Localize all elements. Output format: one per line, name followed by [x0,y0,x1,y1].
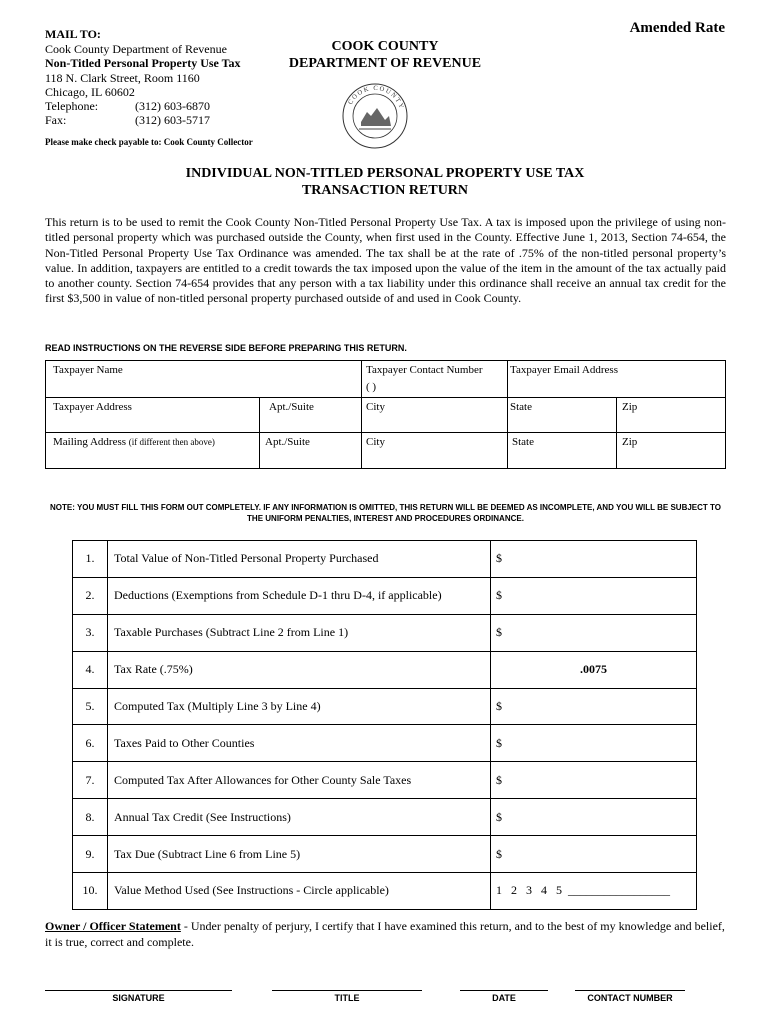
line-number: 7. [73,762,108,799]
line-amount-field[interactable]: $ [491,836,697,873]
date-label: DATE [492,993,516,1003]
intro-paragraph: This return is to be used to remit the Cook County Non-Titled Personal Property Use Tax. A tax is imposed upon the privilege of using non-titled personal property which was purchased outside the County, when first used in the County. Effective June 1, 2013, Section 74-654, the Non-Titled Personal Property Use Tax Ordinance was amended. The tax shall be at the rate of .75% of the non-titled personal property’s value. In addition, taxpayers are entitled to a credit towards the tax imposed upon the value of the item in the amount of the tax actually paid to another county. Section 74-654 provides that any person with a tax liability under this ordinance shall receive an annual tax credit for the first $3,500 in value of non-titled personal property purchased outside of and used in Cook County. [45,215,726,306]
mailing-address-note: (if different then above) [128,437,215,447]
mailing-apt-suite-field[interactable]: Apt./Suite [265,436,310,448]
tax-calculation-table [72,540,697,910]
seal-text: COOK COUNTY [347,84,406,111]
taxpayer-name-field[interactable]: Taxpayer Name [53,364,123,376]
line-description: Taxes Paid to Other Counties [108,725,491,762]
line-description: Tax Due (Subtract Line 6 from Line 5) [108,836,491,873]
line-number: 1. [73,541,108,578]
line-number: 8. [73,799,108,836]
table-row [73,541,697,578]
line-number: 2. [73,577,108,614]
table-row [73,725,697,762]
line-number: 10. [73,873,108,910]
table-row [73,614,697,651]
city-field[interactable]: City [366,401,385,413]
fax-value: (312) 603-5717 [135,113,210,127]
owner-statement-label: Owner / Officer Statement [45,919,181,933]
mail-line-3: 118 N. Clark Street, Room 1160 [45,70,200,85]
line-amount-field[interactable]: $ [491,614,697,651]
mail-to-label: MAIL TO: [45,27,101,41]
table-row [73,873,697,910]
line-amount-field[interactable]: $ [491,577,697,614]
mailing-zip-field[interactable]: Zip [622,436,638,448]
table-row [73,799,697,836]
telephone-value: (312) 603-6870 [135,99,210,113]
line-description: Total Value of Non-Titled Personal Property Purchased [108,541,491,578]
line-description: Taxable Purchases (Subtract Line 2 from Line 1) [108,614,491,651]
line-description: Value Method Used (See Instructions - Circle applicable) [108,873,491,910]
mailing-city-field[interactable]: City [366,436,385,448]
table-row [73,762,697,799]
mail-line-1: Cook County Department of Revenue [45,41,227,56]
county-line-2: DEPARTMENT OF REVENUE [288,56,482,71]
line-description: Computed Tax (Multiply Line 3 by Line 4) [108,688,491,725]
form-title [100,165,670,199]
state-field[interactable]: State [510,401,532,413]
line-amount-field[interactable]: $ [491,688,697,725]
line-amount-field[interactable]: $ [491,541,697,578]
date-line[interactable] [460,990,548,991]
title-label: TITLE [334,993,360,1003]
line-number: 3. [73,614,108,651]
owner-statement-text: - Under penalty of perjury, I certify that I have examined this return, and to the best of my knowledge and belief, it is true, correct and complete. [45,919,725,949]
line-number: 5. [73,688,108,725]
telephone-label: Telephone: [45,99,99,113]
mail-line-2: Non-Titled Personal Property Use Tax [45,56,241,70]
completion-note: NOTE: YOU MUST FILL THIS FORM OUT COMPLETELY. IF ANY INFORMATION IS OMITTED, THIS RETURN WILL BE DEEMED AS INCOMPLETE, AND YOU WILL BE SUBJECT TO THE UNIFORM PENALTIES, INTEREST AND PROCEDURES ORDINANCE. [50,503,721,523]
mail-line-4: Chicago, IL 60602 [45,85,135,99]
mailing-state-field[interactable]: State [512,436,534,448]
svg-text:COOK COUNTY [347,85,405,111]
department-heading [270,38,500,72]
table-row [73,688,697,725]
tax-rate-value: .0075 [491,651,697,688]
taxpayer-address-field[interactable]: Taxpayer Address [53,401,132,413]
apt-suite-field[interactable]: Apt./Suite [269,401,314,413]
line-amount-field[interactable]: $ [491,799,697,836]
county-seal-icon [341,82,409,150]
line-amount-field[interactable]: $ [491,762,697,799]
taxpayer-email-field[interactable]: Taxpayer Email Address [510,364,618,376]
mailing-address-label: Mailing Address [53,436,127,448]
owner-statement [45,919,726,950]
taxpayer-info-table [45,360,726,469]
taxpayer-contact-number-field[interactable]: Taxpayer Contact Number [366,364,483,376]
contact-number-label: CONTACT NUMBER [587,993,673,1003]
table-row [73,836,697,873]
signature-line[interactable] [45,990,232,991]
signature-label: SIGNATURE [112,993,165,1003]
contact-area-code: ( ) [366,381,377,393]
mailing-address-field[interactable] [53,436,215,448]
line-description: Computed Tax After Allowances for Other County Sale Taxes [108,762,491,799]
read-instructions-note: READ INSTRUCTIONS ON THE REVERSE SIDE BEFORE PREPARING THIS RETURN. [45,343,407,353]
line-number: 4. [73,651,108,688]
form-title-line-2: TRANSACTION RETURN [301,183,469,198]
form-title-line-1: INDIVIDUAL NON-TITLED PERSONAL PROPERTY USE TAX [185,166,585,181]
line-number: 9. [73,836,108,873]
line-description: Deductions (Exemptions from Schedule D-1 thru D-4, if applicable) [108,577,491,614]
line-number: 6. [73,725,108,762]
line-amount-field[interactable]: $ [491,725,697,762]
mail-to-block [45,27,241,100]
county-line-1: COOK COUNTY [331,39,439,54]
amended-rate-label: Amended Rate [629,20,725,36]
value-method-options[interactable]: 1 2 3 4 5 _________________ [491,873,697,910]
line-description: Annual Tax Credit (See Instructions) [108,799,491,836]
contact-block [45,99,210,127]
title-line[interactable] [272,990,422,991]
table-row [73,577,697,614]
line-description: Tax Rate (.75%) [108,651,491,688]
table-row [73,651,697,688]
zip-field[interactable]: Zip [622,401,638,413]
contact-number-line[interactable] [575,990,685,991]
payable-note: Please make check payable to: Cook County Collector [45,137,253,147]
fax-label: Fax: [45,113,67,127]
